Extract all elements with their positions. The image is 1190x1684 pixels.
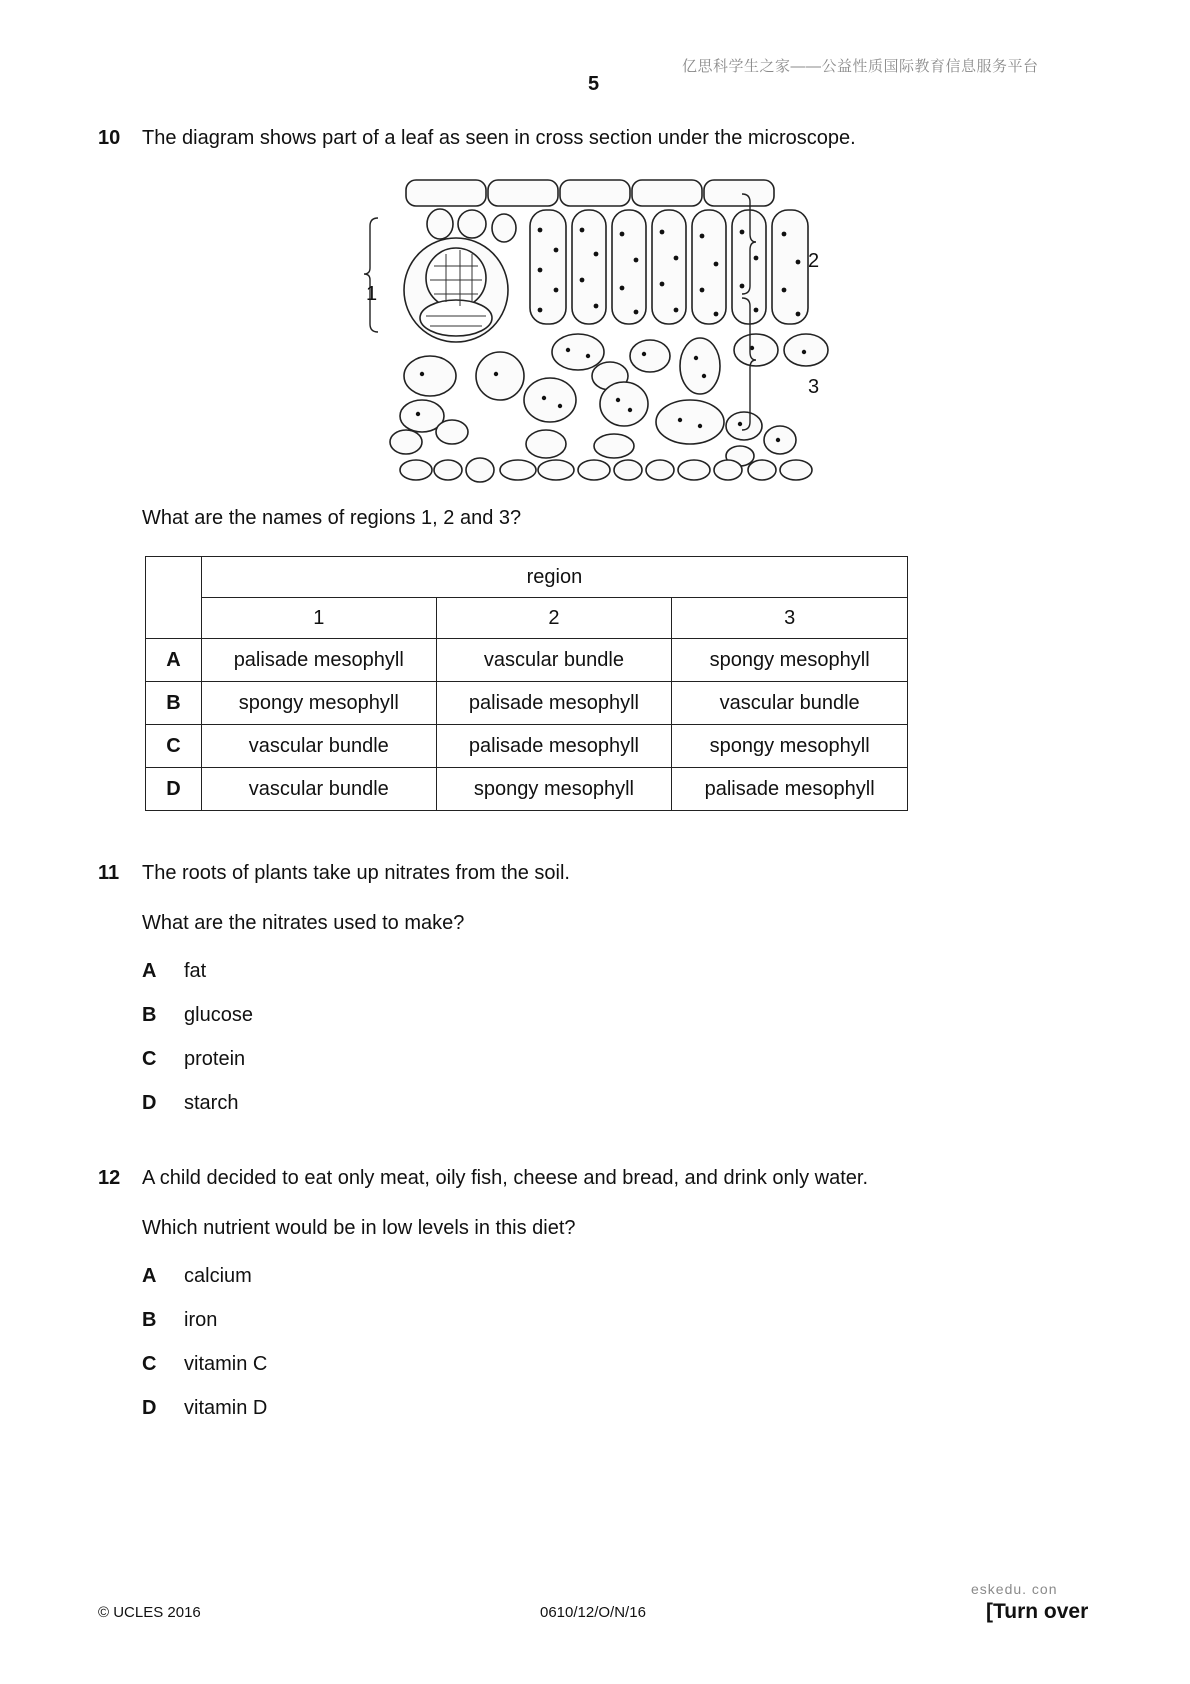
upper-epidermis-cell xyxy=(632,180,702,206)
q12-option-text: vitamin C xyxy=(184,1353,268,1375)
lower-epidermis-cell xyxy=(500,460,536,480)
diagram-label-1: 1 xyxy=(366,283,378,305)
palisade-cell xyxy=(732,210,766,324)
q12-option-text: vitamin D xyxy=(184,1397,268,1419)
table-row xyxy=(146,725,908,768)
column-header: 1 xyxy=(201,598,436,639)
spongy-cell xyxy=(734,334,778,366)
lower-epidermis-cell xyxy=(678,460,710,480)
palisade-cell xyxy=(572,210,606,324)
lower-epidermis-cell xyxy=(748,460,776,480)
row-letter: A xyxy=(146,639,202,682)
column-header: 3 xyxy=(672,598,908,639)
footer-watermark: eskedu. con xyxy=(971,1581,1058,1597)
spongy-cell xyxy=(784,334,828,366)
spongy-cell xyxy=(390,430,422,454)
row-letter: D xyxy=(146,768,202,811)
spongy-cell xyxy=(594,434,634,458)
q11-option-text: protein xyxy=(184,1048,246,1070)
diagram-label-3: 3 xyxy=(808,376,820,398)
q12-question: Which nutrient would be in low levels in this diet? xyxy=(142,1217,576,1239)
spongy-cell xyxy=(404,356,456,396)
table-header-region: region xyxy=(201,557,907,598)
lower-epidermis-cell xyxy=(614,460,642,480)
table-row xyxy=(146,639,908,682)
q11-option-letter: B xyxy=(142,1004,157,1026)
table-cell: vascular bundle xyxy=(672,682,908,725)
q12-number: 12 xyxy=(98,1167,121,1189)
table-cell: palisade mesophyll xyxy=(436,725,672,768)
xylem xyxy=(426,248,486,308)
spongy-cell xyxy=(476,352,524,400)
spongy-cell xyxy=(600,382,648,426)
q12-text: A child decided to eat only meat, oily fish, cheese and bread, and drink only water. xyxy=(142,1167,868,1189)
paper-code: 0610/12/O/N/16 xyxy=(540,1604,646,1621)
q11-text: The roots of plants take up nitrates from the soil. xyxy=(142,862,570,884)
table-cell: vascular bundle xyxy=(201,725,436,768)
q10-question: What are the names of regions 1, 2 and 3? xyxy=(142,507,522,529)
q12-option-letter: D xyxy=(142,1397,157,1419)
palisade-cell xyxy=(530,210,566,324)
table-cell: vascular bundle xyxy=(201,768,436,811)
column-header: 2 xyxy=(436,598,672,639)
spongy-cell xyxy=(524,378,576,422)
q12-option-text: iron xyxy=(184,1309,218,1331)
upper-epidermis-cell xyxy=(704,180,774,206)
q12-option-letter: C xyxy=(142,1353,157,1375)
palisade-cell xyxy=(612,210,646,324)
q11-option-text: glucose xyxy=(184,1004,253,1026)
table-row xyxy=(146,682,908,725)
lower-epidermis-cell xyxy=(466,458,494,482)
q11-option-letter: D xyxy=(142,1092,157,1114)
page-number: 5 xyxy=(588,73,600,95)
palisade-cell xyxy=(652,210,686,324)
spongy-cell xyxy=(436,420,468,444)
row-letter: B xyxy=(146,682,202,725)
q11-number: 11 xyxy=(98,862,120,884)
q12-option-letter: A xyxy=(142,1265,157,1287)
spongy-cell xyxy=(630,340,670,372)
q10-number: 10 xyxy=(98,127,121,149)
q12-option-letter: B xyxy=(142,1309,157,1331)
spongy-cell xyxy=(726,412,762,440)
q12-option-text: calcium xyxy=(184,1265,252,1287)
table-corner xyxy=(146,557,202,639)
row-letter: C xyxy=(146,725,202,768)
spongy-cell xyxy=(552,334,604,370)
palisade-cell xyxy=(692,210,726,324)
spongy-cell xyxy=(656,400,724,444)
header-watermark: 亿思科学生之家——公益性质国际教育信息服务平台 xyxy=(682,58,1039,75)
q11-option-text: starch xyxy=(184,1092,239,1114)
q11-question: What are the nitrates used to make? xyxy=(142,912,465,934)
table-cell: palisade mesophyll xyxy=(672,768,908,811)
palisade-cell xyxy=(772,210,808,324)
diagram-label-2: 2 xyxy=(808,250,820,272)
phloem xyxy=(420,300,492,336)
q11-option-letter: C xyxy=(142,1048,157,1070)
table-cell: spongy mesophyll xyxy=(672,639,908,682)
lower-epidermis-cell xyxy=(434,460,462,480)
spongy-cell xyxy=(680,338,720,394)
table-cell: spongy mesophyll xyxy=(201,682,436,725)
upper-epidermis-cell xyxy=(560,180,630,206)
table-cell: palisade mesophyll xyxy=(201,639,436,682)
bundle-sheath-cell xyxy=(492,214,516,242)
bundle-sheath-cell xyxy=(427,209,453,239)
lower-epidermis-cell xyxy=(646,460,674,480)
q10-text: The diagram shows part of a leaf as seen in cross section under the microscope. xyxy=(142,127,856,149)
table-cell: spongy mesophyll xyxy=(672,725,908,768)
lower-epidermis-cell xyxy=(780,460,812,480)
table-cell: vascular bundle xyxy=(436,639,672,682)
regions-table xyxy=(145,556,908,811)
table-row xyxy=(146,768,908,811)
upper-epidermis-cell xyxy=(406,180,486,206)
lower-epidermis-cell xyxy=(578,460,610,480)
spongy-cell xyxy=(526,430,566,458)
q11-option-text: fat xyxy=(184,960,207,982)
leaf-cross-section-diagram xyxy=(360,170,840,490)
turn-over: [Turn over xyxy=(986,1600,1089,1623)
lower-epidermis-cell xyxy=(538,460,574,480)
q11-option-letter: A xyxy=(142,960,157,982)
copyright: © UCLES 2016 xyxy=(98,1604,201,1621)
table-cell: palisade mesophyll xyxy=(436,682,672,725)
bundle-sheath-cell xyxy=(458,210,486,238)
upper-epidermis-cell xyxy=(488,180,558,206)
lower-epidermis-cell xyxy=(400,460,432,480)
lower-epidermis-cell xyxy=(714,460,742,480)
brace-region-1 xyxy=(364,218,378,332)
table-cell: spongy mesophyll xyxy=(436,768,672,811)
